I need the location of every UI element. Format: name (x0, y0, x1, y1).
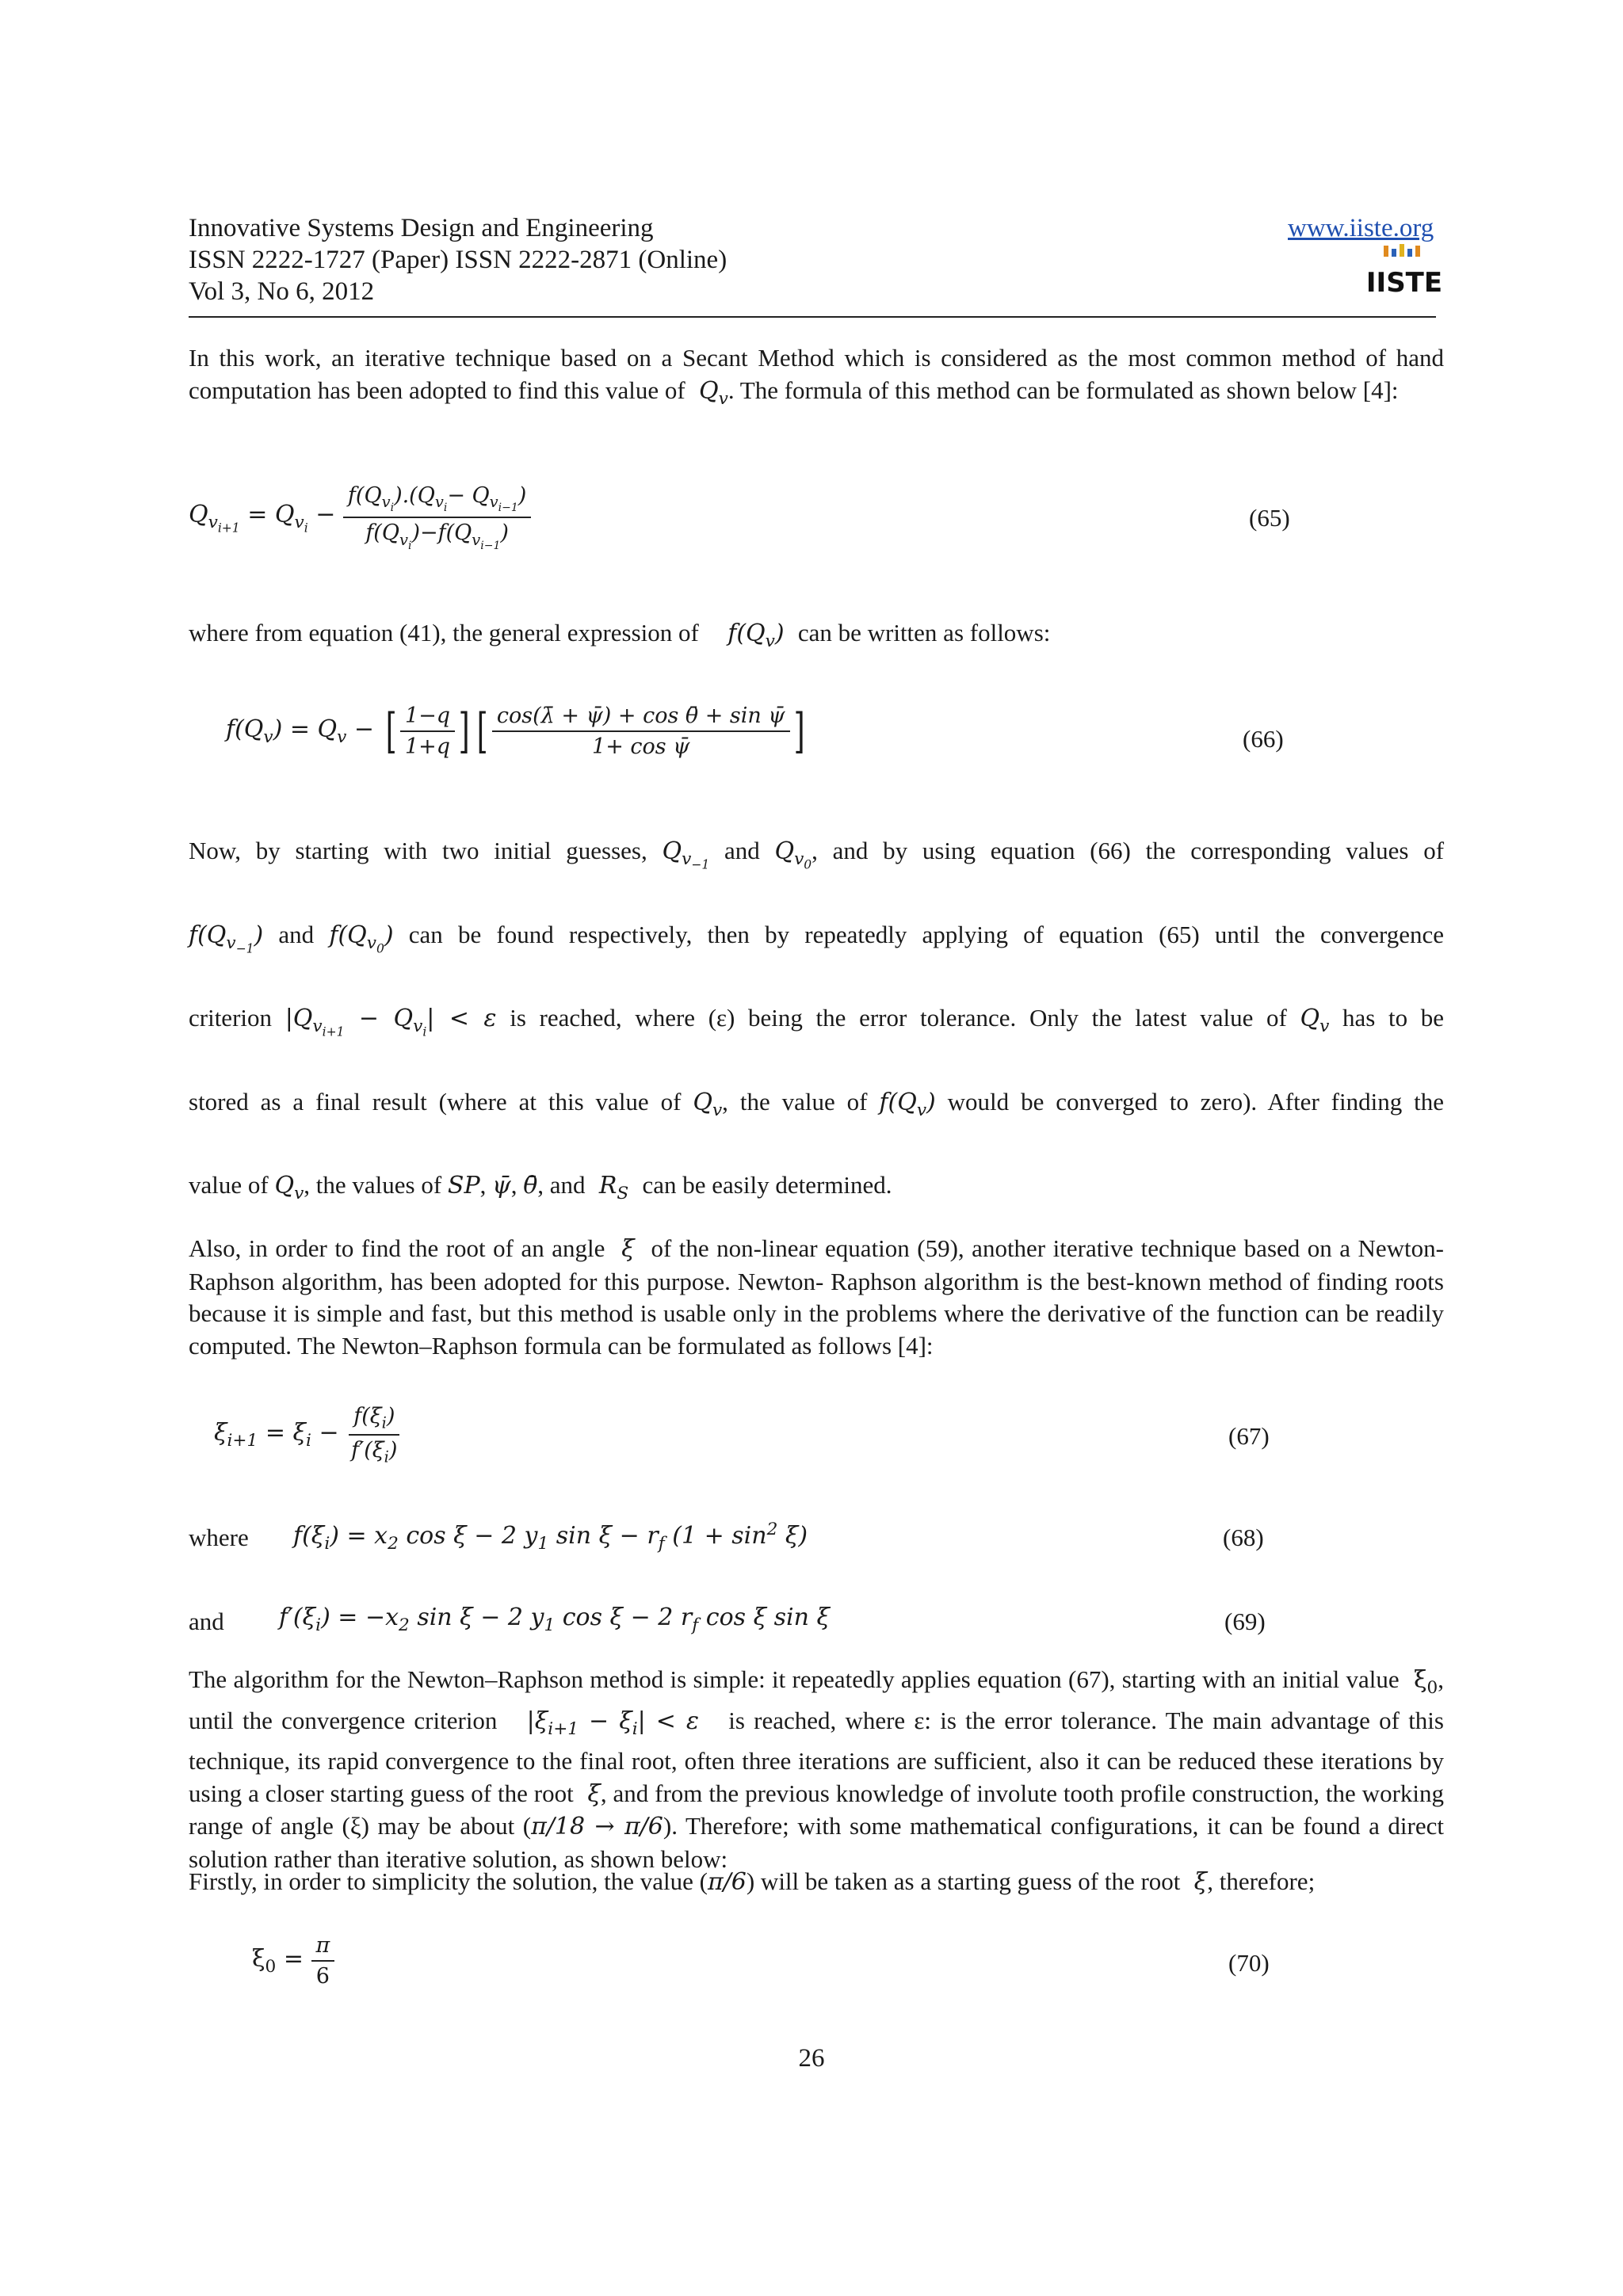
p4-text-d: , and from the previous knowledge of involute tooth profile construction, the working range of angle (ξ) may be about ( (189, 1779, 1445, 1840)
p2-text-a: where from equation (41), the general expression of (189, 619, 699, 646)
l5-text-a: value of (189, 1171, 269, 1199)
where-label: where (189, 1524, 249, 1551)
equation-66: $f(Q_v) = Q_v$ − [ $\frac{1-q}{1+q}$ ] [ $\frac{\text{cos(λ̄ + ψ̄) + cos θ̄ + sin ψ̄}}{\text{1+ cos ψ̄}}$ ] (226, 704, 805, 759)
journal-url-link[interactable]: www.iiste.org (1288, 214, 1434, 242)
l2-text-b: can be found respectively, then by repeatedly applying of equation (65) until the convergence (408, 921, 1445, 948)
p4-text-e: ). Therefore; with some mathematical configurations, it can be found a direct solution rather than iterative solution, as shown below: (189, 1812, 1444, 1873)
paragraph-secant-intro (189, 342, 1444, 415)
equation-68: $f(\xi_i) = x_2$ cos ξ − 2 $y_1$ $\sin \xi - r_f$ $(1 + \sin^2 \xi)$ (293, 1520, 808, 1554)
qv-symbol: $Q_v$ (691, 376, 728, 409)
equation-65-number: (65) (1249, 504, 1290, 532)
journal-title: Innovative Systems Design and Engineering (189, 214, 654, 242)
paragraph-starting-guess: Firstly, in order to simplicity the solution, the value (π/6) will be taken as a starting guess of the root ξ, therefore; (189, 1867, 1316, 1896)
text-line-4: stored as a final result (where at this value of $Q_v$, the value of $f(Q_v)$ would be converged to zero). After finding the (189, 1088, 1445, 1120)
p4-text-a: The algorithm for the Newton–Raphson method is simple: it repeatedly applies equation (67), starting with an initial value (189, 1665, 1400, 1693)
equation-65: $Q_{v_{i+1}} = Q_{v_i}$ − $\frac{f(Q_{v_i}).(Q_{v_i}- Q_{v_{i-1}})}{f(Q_{v_i})-f(Q_{v_{i-1}})}$ (189, 483, 531, 552)
equation-67: $\xi_{i+1} = \xi_i$ − $\frac{f(\xi_i)}{f'(\xi_i)}$ (214, 1404, 402, 1466)
l4-text-b: , the value of (722, 1088, 868, 1116)
p5-text-a: Firstly, in order to simplicity the solution, the value ( (189, 1867, 708, 1895)
issn-line: ISSN 2222-1727 (Paper) ISSN 2222-2871 (Online) (189, 246, 727, 274)
page-number: 26 (798, 2044, 825, 2073)
p4-text-b: , until the convergence criterion (189, 1665, 1445, 1734)
equation-66-number: (66) (1243, 725, 1284, 753)
l5-text-d: can be easily determined. (642, 1171, 892, 1199)
p3-text-a: Also, in order to find the root of an angle (189, 1234, 605, 1262)
l5-text-b: , the values of (304, 1171, 442, 1199)
p2-text-b: can be written as follows: (797, 619, 1051, 646)
l2-text-a: and (278, 921, 315, 948)
volume-line: Vol 3, No 6, 2012 (189, 277, 375, 306)
p5-text-c: , therefore; (1207, 1867, 1316, 1895)
iiste-logo-icon (1365, 244, 1443, 301)
text-line-1: Now, by starting with two initial guesses, $Q_{v_{-1}}$ and $Q_{v_0}$, and by using equation (66) the corresponding values of (189, 837, 1445, 872)
header-rule (189, 316, 1436, 318)
l4-text-a: stored as a final result (where at this value of (189, 1088, 682, 1116)
p1-text-a: In this work, an iterative technique based on a Secant Method which is considered as the most common method of hand computation has been adopted to find this value of (189, 344, 1444, 404)
l3-text-a: criterion (189, 1004, 273, 1032)
p4-text-c: is reached, where ε: is the error tolerance. The main advantage of this technique, its rapid convergence to the final root, often three iterations are sufficient, also it can be reduced these iterations by using a closer starting guess of the root (189, 1706, 1444, 1807)
equation-70-number: (70) (1228, 1949, 1270, 1977)
text-line-5: value of $Q_v$, the values of SP, ψ̄, θ̄, and $R_S$ can be easily determined. (189, 1171, 892, 1203)
p5-text-b: ) will be taken as a starting guess of the root (746, 1867, 1181, 1895)
p1-text-b: . The formula of this method can be formulated as shown below [4]: (727, 376, 1399, 404)
text-line-3: criterion $|Q_{v_{i+1}} - Q_{v_i}| < \varepsilon$ is reached, where (ε) being the error tolerance. Only the latest value of $Q_v$ has to be (189, 1004, 1445, 1039)
l4-text-c: would be converged to zero). After finding the (947, 1088, 1445, 1116)
equation-67-number: (67) (1228, 1422, 1270, 1450)
text-line-2: $f(Q_{v_{-1}})$ and $f(Q_{v_0})$ can be found respectively, then by repeatedly applying of equation (65) until the convergence (189, 921, 1445, 956)
and-label: and (189, 1608, 224, 1635)
p3-text-b: of the non-linear equation (59), another iterative technique based on a Newton- Raphson algorithm, has been adopted for this purpose. Newton- Raphson algorithm is the best-known method of finding roots because it is simple and fast, but this method is usable only in the problems where the derivative of the function can be readily computed. The Newton–Raphson formula can be formulated as follows [4]: (189, 1234, 1444, 1360)
equation-69: $f'(\xi_i) = -x_2$ sin ξ − 2 $y_1$ cos ξ − 2 $r_f$ cos ξ sin ξ (279, 1604, 831, 1635)
l1-text-c: , and by using equation (66) the corresponding values of (812, 837, 1445, 864)
l3-text-b: is reached, where (ε) being the error tolerance. Only the latest value of (510, 1004, 1287, 1032)
l1-text-b: and (724, 837, 760, 864)
equation-68-number: (68) (1223, 1524, 1264, 1551)
paragraph-general-expression: where from equation (41), the general expression of $f(Q_v)$ can be written as follows: (189, 619, 1051, 651)
l5-text-c: and (549, 1171, 586, 1199)
paragraph-newton-raphson-intro: Also, in order to find the root of an angle ξ of the non-linear equation (59), another iterative technique based on a Newton- Raphson algorithm, has been adopted for this purpose. Newton- Raphson algorithm is the best-known method of finding roots because it is simple and fast, but this method is usable only in the problems where the derivative of the function can be readily computed. The Newton–Raphson formula can be formulated as follows [4]: (189, 1234, 1444, 1360)
equation-69-number: (69) (1224, 1608, 1266, 1635)
l3-text-c: has to be (1342, 1004, 1445, 1032)
paragraph-algorithm: The algorithm for the Newton–Raphson method is simple: it repeatedly applies equation (67), starting with an initial value $\xi_0$, until the convergence criterion $|\xi_{i+1} - \xi_i| < \varepsilon$ is reached, where ε: is the error tolerance. The main advantage of this technique, its rapid convergence to the final root, often three iterations are sufficient, also it can be reduced these iterations by using a closer starting guess of the root ξ, and from the previous knowledge of involute tooth profile construction, the working range of angle (ξ) may be about (π/18 → π/6). Therefore; with some mathematical configurations, it can be found a direct solution rather than iterative solution, as shown below: (189, 1665, 1445, 1873)
equation-70: $\xi_0$ = $\frac{\pi}{6}$ (252, 1933, 334, 1989)
l1-text-a: Now, by starting with two initial guesses, (189, 837, 647, 864)
logo-text: IISTE (1365, 267, 1443, 299)
